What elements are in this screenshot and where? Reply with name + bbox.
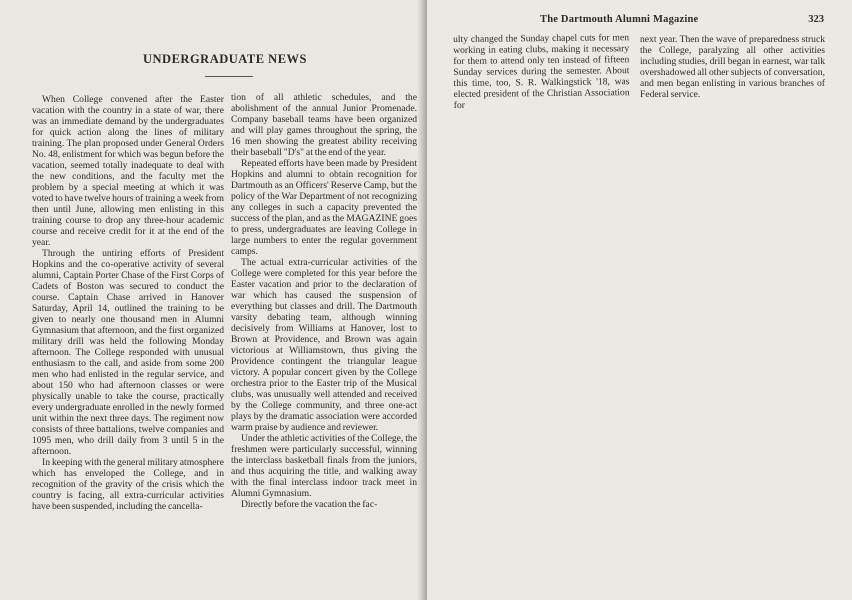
paragraph: ulty changed the Sunday chapel cuts for men working in eating clubs, making it necessary for them to attend only ten instead of fifteen Sunday services during the semester. About this time, too, S. R. Walkingstick '18, was elected president of the Christian Association for [453,32,630,111]
article-title: UNDERGRADUATE NEWS [143,52,307,66]
paragraph: Under the athletic activities of the College, the freshmen were particularly successful, winning the interclass basketball finals from the juniors, and thus acquiring the title, and walking away with the final interclass indoor track meet in Alumni Gymnasium. [231,433,417,499]
paragraph: In keeping with the general military atmosphere which has enveloped the College, and in recognition of the gravity of the crisis which the country is facing, all extra-curricular activities have been suspended, including the cancella- [32,457,224,512]
right-page-column-2 [640,34,825,100]
paragraph: Through the untiring efforts of President Hopkins and the co-operative activity of several alumni, Captain Porter Chase of the First Corps of Cadets of Boston was secured to conduct the course. Captain Chase arrived in Hanover Saturday, April 14, outlined the training to be given to nearly one thousand men in Alumni Gymnasium that afternoon, and the first organized military drill was held the following Monday afternoon. The College responded with unusual enthusiasm to the call, and aside from some 200 men who had enlisted in the regular service, and about 150 who had afternoon classes or were physically unable to take the course, practically every undergraduate enrolled in the newly formed unit within the next three days. The regiment now consists of three battalions, twelve companies and 1095 men, who drill daily from 3 until 5 in the afternoon. [32,248,224,457]
paragraph: Directly before the vacation the fac- [241,499,378,510]
running-head-title: The Dartmouth Alumni Magazine [540,14,699,25]
paragraph: tion of all athletic schedules, and the abolishment of the annual Junior Promenade. Company baseball teams have been organized and will play games throughout the spring, the 16 men showing the greatest ability receiving their baseball "D's" at the end of the year. [231,92,417,158]
title-rule [205,76,253,77]
paragraph: next year. Then the wave of preparedness struck the College, paralyzing all other activities including studies, drill began in earnest, war talk overshadowed all other subjects of conversation, and men began enlisting in various branches of Federal service. [640,34,825,100]
left-page-column-2 [231,92,417,510]
page-number: 323 [808,14,824,25]
paragraph: When College convened after the Easter vacation with the country in a state of war, there was an immediate demand by the undergraduates for quick action along the lines of military training. The plan proposed under General Orders No. 48, enlistment for which was begun before the vacation, seemed totally inadequate to deal with the new conditions, and the faculty met the problem by a special meeting at which it was voted to have twelve hours of training a week from then until June, allowing men enlisting in this training course to drop any three-hour academic course and receive credit for it at the end of the year. [32,94,224,248]
paragraph: The actual extra-curricular activities of the College were completed for this year before the Easter vacation and prior to the declaration of war which has caused the suspension of everything but classes and drill. The Dartmouth varsity debating team, although winning decisively from Williams at Hanover, lost to Brown at Providence, and Brown was again victorious at Williamstown, thus giving the Providence contingent the triangular league victory. A popular concert given by the College orchestra prior to the Easter trip of the Musical clubs, was unusually well attended and received by the College community, and three one-act plays by the dramatic association were accorded warm praise by audience and reviewer. [231,257,417,433]
right-page-column-1 [453,32,630,111]
left-page [0,0,424,600]
left-page-column-1 [32,94,224,512]
paragraph: Repeated efforts have been made by President Hopkins and alumni to obtain recognition for Dartmouth as an Officers' Reserve Camp, but the policy of the War Department of not recognizing any colleges in such a capacity prevented the success of the plan, and as the MAGAZINE goes to press, undergraduates are leaving College in large numbers to enter the regular government camps. [231,158,417,257]
